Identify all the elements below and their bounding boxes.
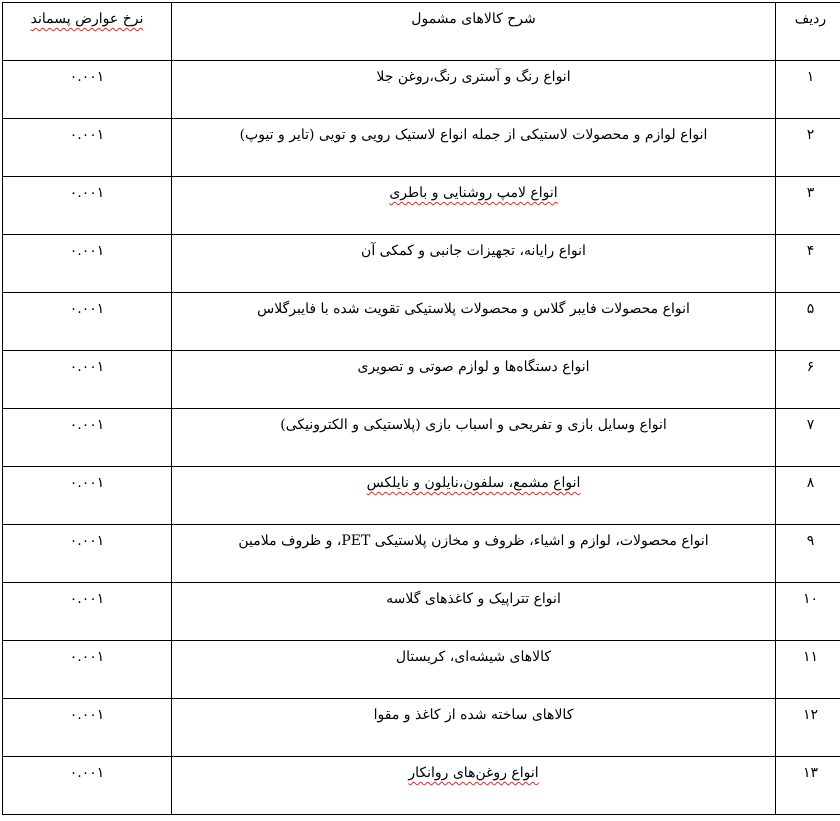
table-row	[3, 525, 840, 583]
rate-cell: ۰.۰۰۱	[3, 235, 172, 293]
description-cell: انواع وسایل بازی و تفریحی و اسباب بازی (پلاستیکی و الکترونیکی)	[172, 409, 776, 467]
rate-cell: ۰.۰۰۱	[3, 61, 172, 119]
row-number-cell: ۲	[776, 119, 840, 177]
description-cell: انواع روغن‌های روانکار	[172, 757, 776, 815]
description-cell: انواع لامپ روشنایی و باطری	[172, 177, 776, 235]
rate-cell: ۰.۰۰۱	[3, 699, 172, 757]
rate-cell: ۰.۰۰۱	[3, 351, 172, 409]
rate-cell: ۰.۰۰۱	[3, 409, 172, 467]
table-row	[3, 119, 840, 177]
row-number-cell: ۳	[776, 177, 840, 235]
row-number-cell: ۱	[776, 61, 840, 119]
table-row	[3, 583, 840, 641]
table-row	[3, 409, 840, 467]
description-cell: انواع رایانه، تجهیزات جانبی و کمکی آن	[172, 235, 776, 293]
row-number-cell: ۱۳	[776, 757, 840, 815]
row-number-cell: ۷	[776, 409, 840, 467]
rate-cell: ۰.۰۰۱	[3, 757, 172, 815]
table-row	[3, 177, 840, 235]
rate-cell: ۰.۰۰۱	[3, 467, 172, 525]
table-row	[3, 467, 840, 525]
description-cell: انواع لوازم و محصولات لاستیکی از جمله انواع لاستیک رویی و تویی (تایر و تیوپ)	[172, 119, 776, 177]
table-row	[3, 293, 840, 351]
header-description: شرح کالاهای مشمول	[172, 3, 776, 61]
row-number-cell: ۵	[776, 293, 840, 351]
table-header-row	[3, 3, 840, 61]
row-number-cell: ۴	[776, 235, 840, 293]
table-row	[3, 757, 840, 815]
rate-cell: ۰.۰۰۱	[3, 583, 172, 641]
table-body	[3, 61, 840, 815]
description-cell: انواع محصولات، لوازم و اشیاء، ظروف و مخازن پلاستیکی PET، و ظروف ملامین	[172, 525, 776, 583]
description-cell: انواع مشمع، سلفون،نایلون و نایلکس	[172, 467, 776, 525]
row-number-cell: ۱۰	[776, 583, 840, 641]
description-cell: انواع محصولات فایبر گلاس و محصولات پلاستیکی تقویت شده با فایبرگلاس	[172, 293, 776, 351]
header-rate: نرخ عوارض پسماند	[3, 3, 172, 61]
table-row	[3, 351, 840, 409]
rate-cell: ۰.۰۰۱	[3, 293, 172, 351]
description-cell: انواع تتراپیک و کاغذهای گلاسه	[172, 583, 776, 641]
table-row	[3, 61, 840, 119]
header-row-number: ردیف	[776, 3, 840, 61]
rate-cell: ۰.۰۰۱	[3, 119, 172, 177]
rate-cell: ۰.۰۰۱	[3, 177, 172, 235]
table-row	[3, 699, 840, 757]
row-number-cell: ۶	[776, 351, 840, 409]
description-cell: انواع دستگاه‌ها و لوازم صوتی و تصویری	[172, 351, 776, 409]
rate-cell: ۰.۰۰۱	[3, 641, 172, 699]
row-number-cell: ۹	[776, 525, 840, 583]
table-row	[3, 235, 840, 293]
description-cell: کالاهای شیشه‌ای، کریستال	[172, 641, 776, 699]
table-row	[3, 641, 840, 699]
description-cell: کالاهای ساخته شده از کاغذ و مقوا	[172, 699, 776, 757]
row-number-cell: ۱۲	[776, 699, 840, 757]
waste-levy-goods-table	[2, 2, 840, 815]
rate-cell: ۰.۰۰۱	[3, 525, 172, 583]
row-number-cell: ۱۱	[776, 641, 840, 699]
description-cell: انواع رنگ و آستری رنگ،روغن جلا	[172, 61, 776, 119]
row-number-cell: ۸	[776, 467, 840, 525]
